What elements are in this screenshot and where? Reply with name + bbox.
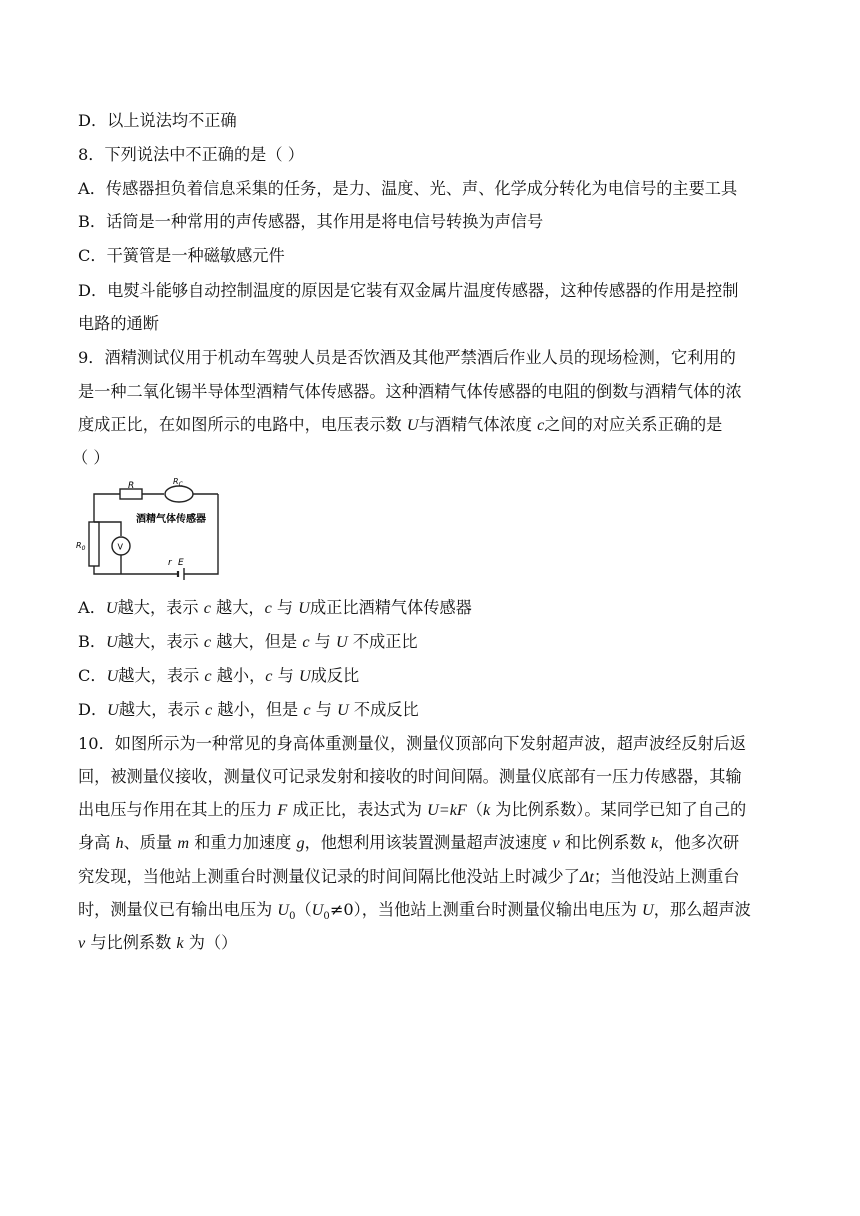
- q10-line6: 时，测量仪已有输出电压为 $U_0(U_0\ne 0)$，当他站上测重台时测量仪输出电压为 U，那么超声波: [78, 900, 751, 923]
- q10-line7: v 与比例系数 k 为（）: [78, 933, 238, 952]
- label-r-internal: r: [168, 558, 172, 568]
- q9-stem-line1: 9．酒精测试仪用于机动车驾驶人员是否饮酒及其他严禁酒后作业人员的现场检测，它利用的: [78, 348, 736, 367]
- q10-line4: 身高 h、质量 m 和重力加速度 g，他想利用该装置测量超声波速度 v 和比例系数 k，他多次研: [78, 833, 740, 852]
- label-e: E: [178, 558, 184, 568]
- alcohol-sensor-rc: [165, 486, 193, 502]
- label-r0: $R_0$: [76, 541, 86, 552]
- q9-stem-line2: 是一种二氧化锡半导体型酒精气体传感器。这种酒精气体传感器的电阻的倒数与酒精气体的浓: [78, 382, 742, 401]
- q9-stem-line3: 度成正比，在如图所示的电路中，电压表示数 U与酒精气体浓度 c之间的对应关系正确的是: [78, 415, 723, 434]
- q8-option-a: A．传感器担负着信息采集的任务，是力、温度、光、声、化学成分转化为电信号的主要工具: [78, 179, 738, 198]
- q7-option-d: D．以上说法均不正确: [78, 111, 237, 130]
- q8-option-d-cont: 电路的通断: [78, 314, 159, 333]
- q8-option-b: B．话筒是一种常用的声传感器，其作用是将电信号转换为声信号: [78, 212, 544, 231]
- q10-line3: 出电压与作用在其上的压力 F 成正比，表达式为 U=kF（k 为比例系数）。某同学已知了自己的: [78, 800, 747, 819]
- q9-answer-blank: （ ）: [72, 448, 110, 467]
- q10-line5: 究发现，当他站上测重台时测量仪记录的时间间隔比他没站上时减少了Δt；当他没站上测重台: [78, 867, 740, 886]
- label-r: R: [128, 481, 135, 491]
- q9-option-b: B．U越大，表示 c 越大，但是 c 与 U 不成正比: [78, 632, 418, 651]
- circuit-diagram: [72, 478, 232, 582]
- label-v: V: [117, 542, 123, 552]
- q8-option-c: C．干簧管是一种磁敏感元件: [78, 246, 285, 265]
- q9-option-a: A．U越大，表示 c 越大，c 与 U成正比酒精气体传感器: [78, 598, 472, 617]
- label-rc: $R_C$: [173, 478, 183, 488]
- q8-stem: 8．下列说法中不正确的是（ ）: [78, 145, 304, 164]
- q9-option-d: D．U越大，表示 c 越小，但是 c 与 U 不成反比: [78, 700, 419, 719]
- q10-line2: 回，被测量仪接收，测量仪可记录发射和接收的时间间隔。测量仪底部有一压力传感器，其输: [78, 767, 742, 786]
- q9-option-c: C．U越大，表示 c 越小，c 与 U成反比: [78, 666, 360, 685]
- q8-option-d: D．电熨斗能够自动控制温度的原因是它装有双金属片温度传感器，这种传感器的作用是控制: [78, 281, 739, 300]
- resistor-r0: [89, 522, 99, 566]
- q10-line1: 10．如图所示为一种常见的身高体重测量仪，测量仪顶部向下发射超声波，超声波经反射后返: [78, 734, 747, 753]
- sensor-label: 酒精气体传感器: [136, 514, 206, 525]
